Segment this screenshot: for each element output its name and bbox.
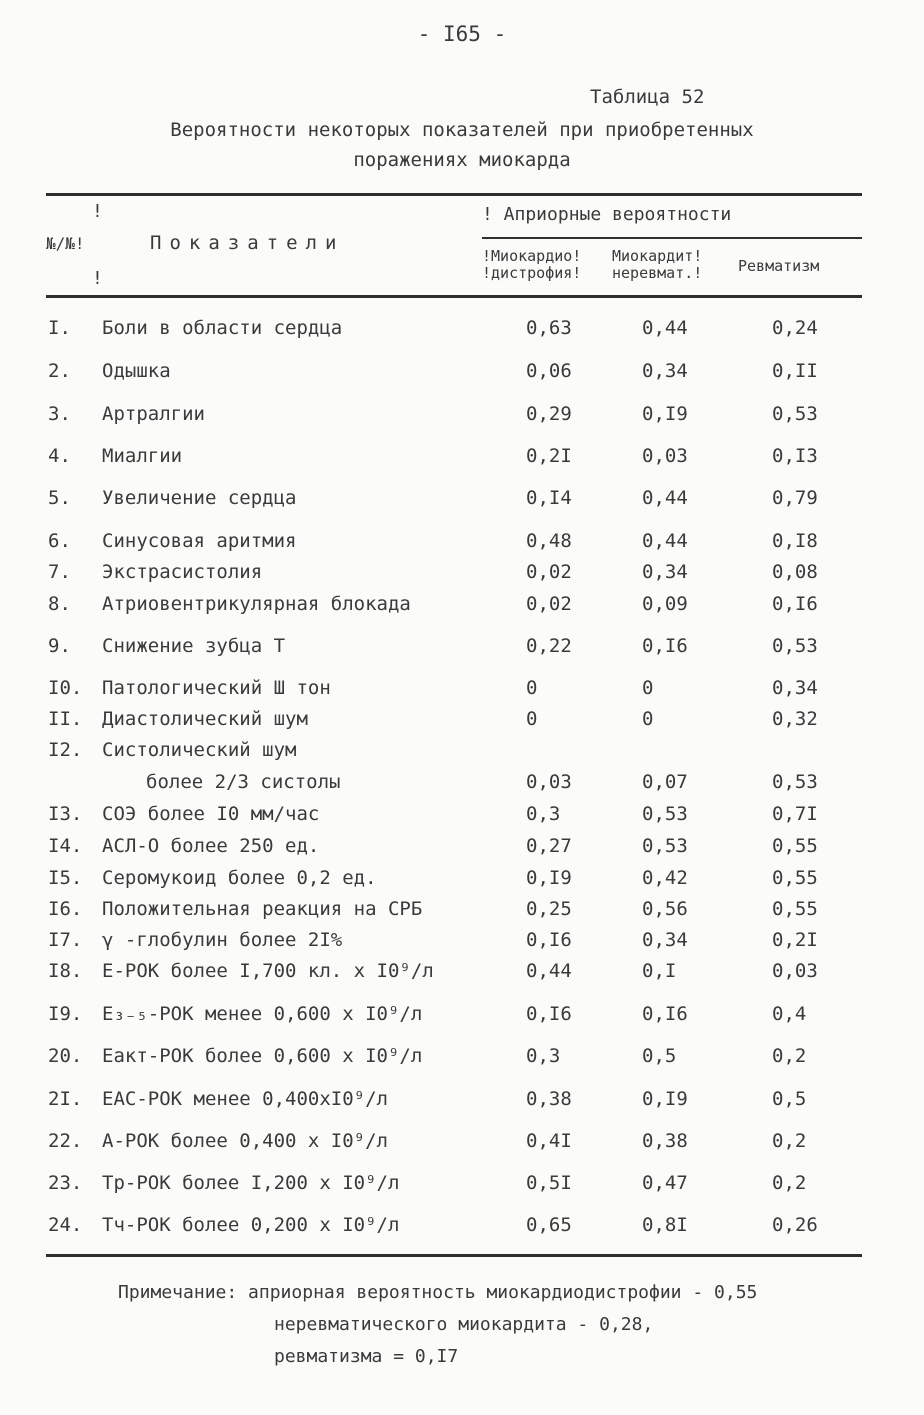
table-row bbox=[0, 677, 924, 705]
value-myocardiodystrophy: 0,3 bbox=[526, 803, 561, 825]
indicator-name: Положительная реакция на СРБ bbox=[102, 898, 423, 920]
value-rheumatism: 0,II bbox=[772, 360, 818, 382]
value-rheumatism: 0,53 bbox=[772, 771, 818, 793]
table-row bbox=[0, 487, 924, 515]
value-myocarditis: 0,44 bbox=[642, 530, 688, 552]
row-number: 6. bbox=[48, 530, 71, 552]
indicator-name: ЕАС-РОК менее 0,400хI0⁹/л bbox=[102, 1088, 388, 1110]
value-rheumatism: 0,08 bbox=[772, 561, 818, 583]
value-myocardiodystrophy: 0,44 bbox=[526, 960, 572, 982]
value-rheumatism: 0,2I bbox=[772, 929, 818, 951]
value-myocardiodystrophy: 0,03 bbox=[526, 771, 572, 793]
value-rheumatism: 0,79 bbox=[772, 487, 818, 509]
table-row bbox=[0, 1130, 924, 1158]
indicator-name: Увеличение сердца bbox=[102, 487, 297, 509]
table-row bbox=[0, 960, 924, 988]
indicator-name: Боли в области сердца bbox=[102, 317, 343, 339]
table-row bbox=[0, 403, 924, 431]
value-myocarditis: 0,8I bbox=[642, 1214, 688, 1236]
header-line: !дистрофия! bbox=[482, 264, 582, 282]
value-myocardiodystrophy: 0 bbox=[526, 708, 538, 730]
indicator-name: Серомукоид более 0,2 ед. bbox=[102, 867, 377, 889]
value-rheumatism: 0,I3 bbox=[772, 445, 818, 467]
value-rheumatism: 0,2 bbox=[772, 1045, 807, 1067]
column-indicators-header: Показатели bbox=[150, 232, 345, 254]
value-rheumatism: 0,03 bbox=[772, 960, 818, 982]
header-line: !Миокардио! bbox=[482, 247, 582, 265]
value-myocarditis: 0,07 bbox=[642, 771, 688, 793]
table-bottom-rule bbox=[46, 1254, 862, 1257]
column-number-header: №/№! bbox=[46, 234, 85, 253]
column-myocarditis-header bbox=[612, 248, 702, 282]
table-row bbox=[0, 708, 924, 736]
row-number: I6. bbox=[48, 898, 83, 920]
value-myocarditis: 0,42 bbox=[642, 867, 688, 889]
value-myocarditis: 0,38 bbox=[642, 1130, 688, 1152]
value-myocarditis: 0 bbox=[642, 708, 654, 730]
value-rheumatism: 0,26 bbox=[772, 1214, 818, 1236]
value-rheumatism: 0,I8 bbox=[772, 530, 818, 552]
footnote-line-3: ревматизма = 0,I7 bbox=[274, 1346, 459, 1367]
table-row bbox=[0, 1003, 924, 1031]
row-number: I2. bbox=[48, 739, 83, 761]
value-rheumatism: 0,7I bbox=[772, 803, 818, 825]
row-number: I4. bbox=[48, 835, 83, 857]
header-separator-mark: ! bbox=[92, 268, 103, 289]
value-myocardiodystrophy: 0,5I bbox=[526, 1172, 572, 1194]
value-myocardiodystrophy: 0,02 bbox=[526, 561, 572, 583]
value-myocardiodystrophy: 0,38 bbox=[526, 1088, 572, 1110]
value-rheumatism: 0,I6 bbox=[772, 593, 818, 615]
table-row bbox=[0, 1214, 924, 1242]
value-myocarditis: 0,34 bbox=[642, 929, 688, 951]
value-myocardiodystrophy: 0,3 bbox=[526, 1045, 561, 1067]
value-myocardiodystrophy: 0,27 bbox=[526, 835, 572, 857]
table-row bbox=[0, 739, 924, 767]
header-separator-mark: ! bbox=[92, 201, 103, 222]
value-myocarditis: 0,44 bbox=[642, 487, 688, 509]
value-rheumatism: 0,53 bbox=[772, 635, 818, 657]
apriori-header: ! Априорные вероятности bbox=[482, 204, 732, 225]
value-myocarditis: 0,09 bbox=[642, 593, 688, 615]
value-myocardiodystrophy: 0,22 bbox=[526, 635, 572, 657]
value-myocarditis: 0,I9 bbox=[642, 1088, 688, 1110]
indicator-name: Экстрасистолия bbox=[102, 561, 263, 583]
indicator-name: Тч-РОК более 0,200 х I0⁹/л bbox=[102, 1214, 400, 1236]
table-row bbox=[0, 445, 924, 473]
value-rheumatism: 0,2 bbox=[772, 1130, 807, 1152]
value-myocardiodystrophy: 0,02 bbox=[526, 593, 572, 615]
header-bottom-rule bbox=[46, 295, 862, 298]
value-rheumatism: 0,53 bbox=[772, 403, 818, 425]
value-myocarditis: 0,44 bbox=[642, 317, 688, 339]
value-myocarditis: 0,47 bbox=[642, 1172, 688, 1194]
value-myocardiodystrophy: 0,48 bbox=[526, 530, 572, 552]
page-number: - I65 - bbox=[417, 22, 507, 46]
indicator-name: Е-РОК более I,700 кл. х I0⁹/л bbox=[102, 960, 434, 982]
indicator-name: А-РОК более 0,400 х I0⁹/л bbox=[102, 1130, 388, 1152]
column-rheumatism-header: Ревматизм bbox=[738, 257, 820, 275]
value-myocarditis: 0 bbox=[642, 677, 654, 699]
indicator-name: Синусовая аритмия bbox=[102, 530, 297, 552]
value-myocardiodystrophy: 0,4I bbox=[526, 1130, 572, 1152]
row-number: I7. bbox=[48, 929, 83, 951]
row-number: 5. bbox=[48, 487, 71, 509]
table-title-line-2: поражениях миокарда bbox=[353, 149, 571, 171]
value-rheumatism: 0,24 bbox=[772, 317, 818, 339]
value-myocardiodystrophy: 0 bbox=[526, 677, 538, 699]
value-myocarditis: 0,I bbox=[642, 960, 677, 982]
indicator-name: Патологический Ш тон bbox=[102, 677, 331, 699]
value-myocardiodystrophy: 0,06 bbox=[526, 360, 572, 382]
value-myocarditis: 0,I9 bbox=[642, 403, 688, 425]
indicator-name: Миалгии bbox=[102, 445, 183, 467]
value-rheumatism: 0,34 bbox=[772, 677, 818, 699]
row-number: 2I. bbox=[48, 1088, 83, 1110]
row-number: 22. bbox=[48, 1130, 83, 1152]
value-rheumatism: 0,55 bbox=[772, 867, 818, 889]
value-rheumatism: 0,55 bbox=[772, 835, 818, 857]
value-myocardiodystrophy: 0,I9 bbox=[526, 867, 572, 889]
value-myocardiodystrophy: 0,I4 bbox=[526, 487, 572, 509]
value-myocarditis: 0,I6 bbox=[642, 635, 688, 657]
value-myocardiodystrophy: 0,I6 bbox=[526, 1003, 572, 1025]
indicator-name: Снижение зубца Т bbox=[102, 635, 286, 657]
apriori-underline bbox=[482, 237, 862, 239]
table-row bbox=[0, 929, 924, 957]
table-row bbox=[0, 1172, 924, 1200]
table-top-rule bbox=[46, 193, 862, 196]
indicator-name: Диастолический шум bbox=[102, 708, 308, 730]
table-row bbox=[0, 835, 924, 863]
row-number: I. bbox=[48, 317, 71, 339]
value-rheumatism: 0,32 bbox=[772, 708, 818, 730]
value-rheumatism: 0,5 bbox=[772, 1088, 807, 1110]
row-number: 20. bbox=[48, 1045, 83, 1067]
value-myocarditis: 0,56 bbox=[642, 898, 688, 920]
row-number: I3. bbox=[48, 803, 83, 825]
table-row bbox=[0, 317, 924, 345]
table-row bbox=[0, 360, 924, 388]
indicator-name: Артралгии bbox=[102, 403, 205, 425]
value-myocarditis: 0,34 bbox=[642, 360, 688, 382]
row-number: 7. bbox=[48, 561, 71, 583]
value-myocarditis: 0,53 bbox=[642, 803, 688, 825]
header-line: неревмат.! bbox=[612, 264, 703, 282]
indicator-name: Атриовентрикулярная блокада bbox=[102, 593, 411, 615]
table-row bbox=[0, 593, 924, 621]
table-row bbox=[0, 1088, 924, 1116]
value-myocardiodystrophy: 0,I6 bbox=[526, 929, 572, 951]
row-number: I0. bbox=[48, 677, 83, 699]
table-label: Таблица 52 bbox=[590, 86, 705, 108]
row-number: 3. bbox=[48, 403, 71, 425]
value-rheumatism: 0,55 bbox=[772, 898, 818, 920]
indicator-name: Еакт-РОК более 0,600 х I0⁹/л bbox=[102, 1045, 423, 1067]
row-number: 8. bbox=[48, 593, 71, 615]
indicator-name: Систолический шум bbox=[102, 739, 297, 761]
row-number: I5. bbox=[48, 867, 83, 889]
value-myocardiodystrophy: 0,65 bbox=[526, 1214, 572, 1236]
table-row bbox=[0, 803, 924, 831]
row-number: 4. bbox=[48, 445, 71, 467]
value-myocarditis: 0,53 bbox=[642, 835, 688, 857]
header-line: Миокардит! bbox=[612, 247, 703, 265]
value-rheumatism: 0,2 bbox=[772, 1172, 807, 1194]
indicator-name: более 2/3 систолы bbox=[146, 771, 341, 793]
row-number: 23. bbox=[48, 1172, 83, 1194]
table-row bbox=[0, 1045, 924, 1073]
table-row bbox=[0, 561, 924, 589]
value-myocarditis: 0,03 bbox=[642, 445, 688, 467]
indicator-name: Тр-РОК более I,200 х I0⁹/л bbox=[102, 1172, 400, 1194]
table-row bbox=[0, 867, 924, 895]
row-number: 2. bbox=[48, 360, 71, 382]
row-number: 9. bbox=[48, 635, 71, 657]
row-number: I8. bbox=[48, 960, 83, 982]
value-myocarditis: 0,5 bbox=[642, 1045, 677, 1067]
indicator-name: γ -глобулин более 2I% bbox=[102, 929, 343, 951]
indicator-name: Е₃₋₅-РОК менее 0,600 х I0⁹/л bbox=[102, 1003, 423, 1025]
footnote-line-2: неревматического миокардита - 0,28, bbox=[274, 1314, 654, 1335]
value-myocardiodystrophy: 0,29 bbox=[526, 403, 572, 425]
row-number: 24. bbox=[48, 1214, 83, 1236]
value-myocardiodystrophy: 0,2I bbox=[526, 445, 572, 467]
row-number: I9. bbox=[48, 1003, 83, 1025]
table-row bbox=[0, 530, 924, 558]
indicator-name: Одышка bbox=[102, 360, 171, 382]
table-row bbox=[0, 635, 924, 663]
row-number: II. bbox=[48, 708, 83, 730]
table-row bbox=[0, 898, 924, 926]
value-myocarditis: 0,34 bbox=[642, 561, 688, 583]
value-myocardiodystrophy: 0,25 bbox=[526, 898, 572, 920]
table-row bbox=[0, 771, 924, 799]
value-rheumatism: 0,4 bbox=[772, 1003, 807, 1025]
indicator-name: СОЭ более I0 мм/час bbox=[102, 803, 320, 825]
indicator-name: АСЛ-О более 250 ед. bbox=[102, 835, 320, 857]
value-myocardiodystrophy: 0,63 bbox=[526, 317, 572, 339]
column-myocardiodystrophy-header bbox=[482, 248, 581, 282]
value-myocarditis: 0,I6 bbox=[642, 1003, 688, 1025]
footnote-line-1: Примечание: априорная вероятность миокардиодистрофии - 0,55 bbox=[118, 1282, 758, 1303]
table-title-line-1: Вероятности некоторых показателей при приобретенных bbox=[170, 119, 754, 141]
